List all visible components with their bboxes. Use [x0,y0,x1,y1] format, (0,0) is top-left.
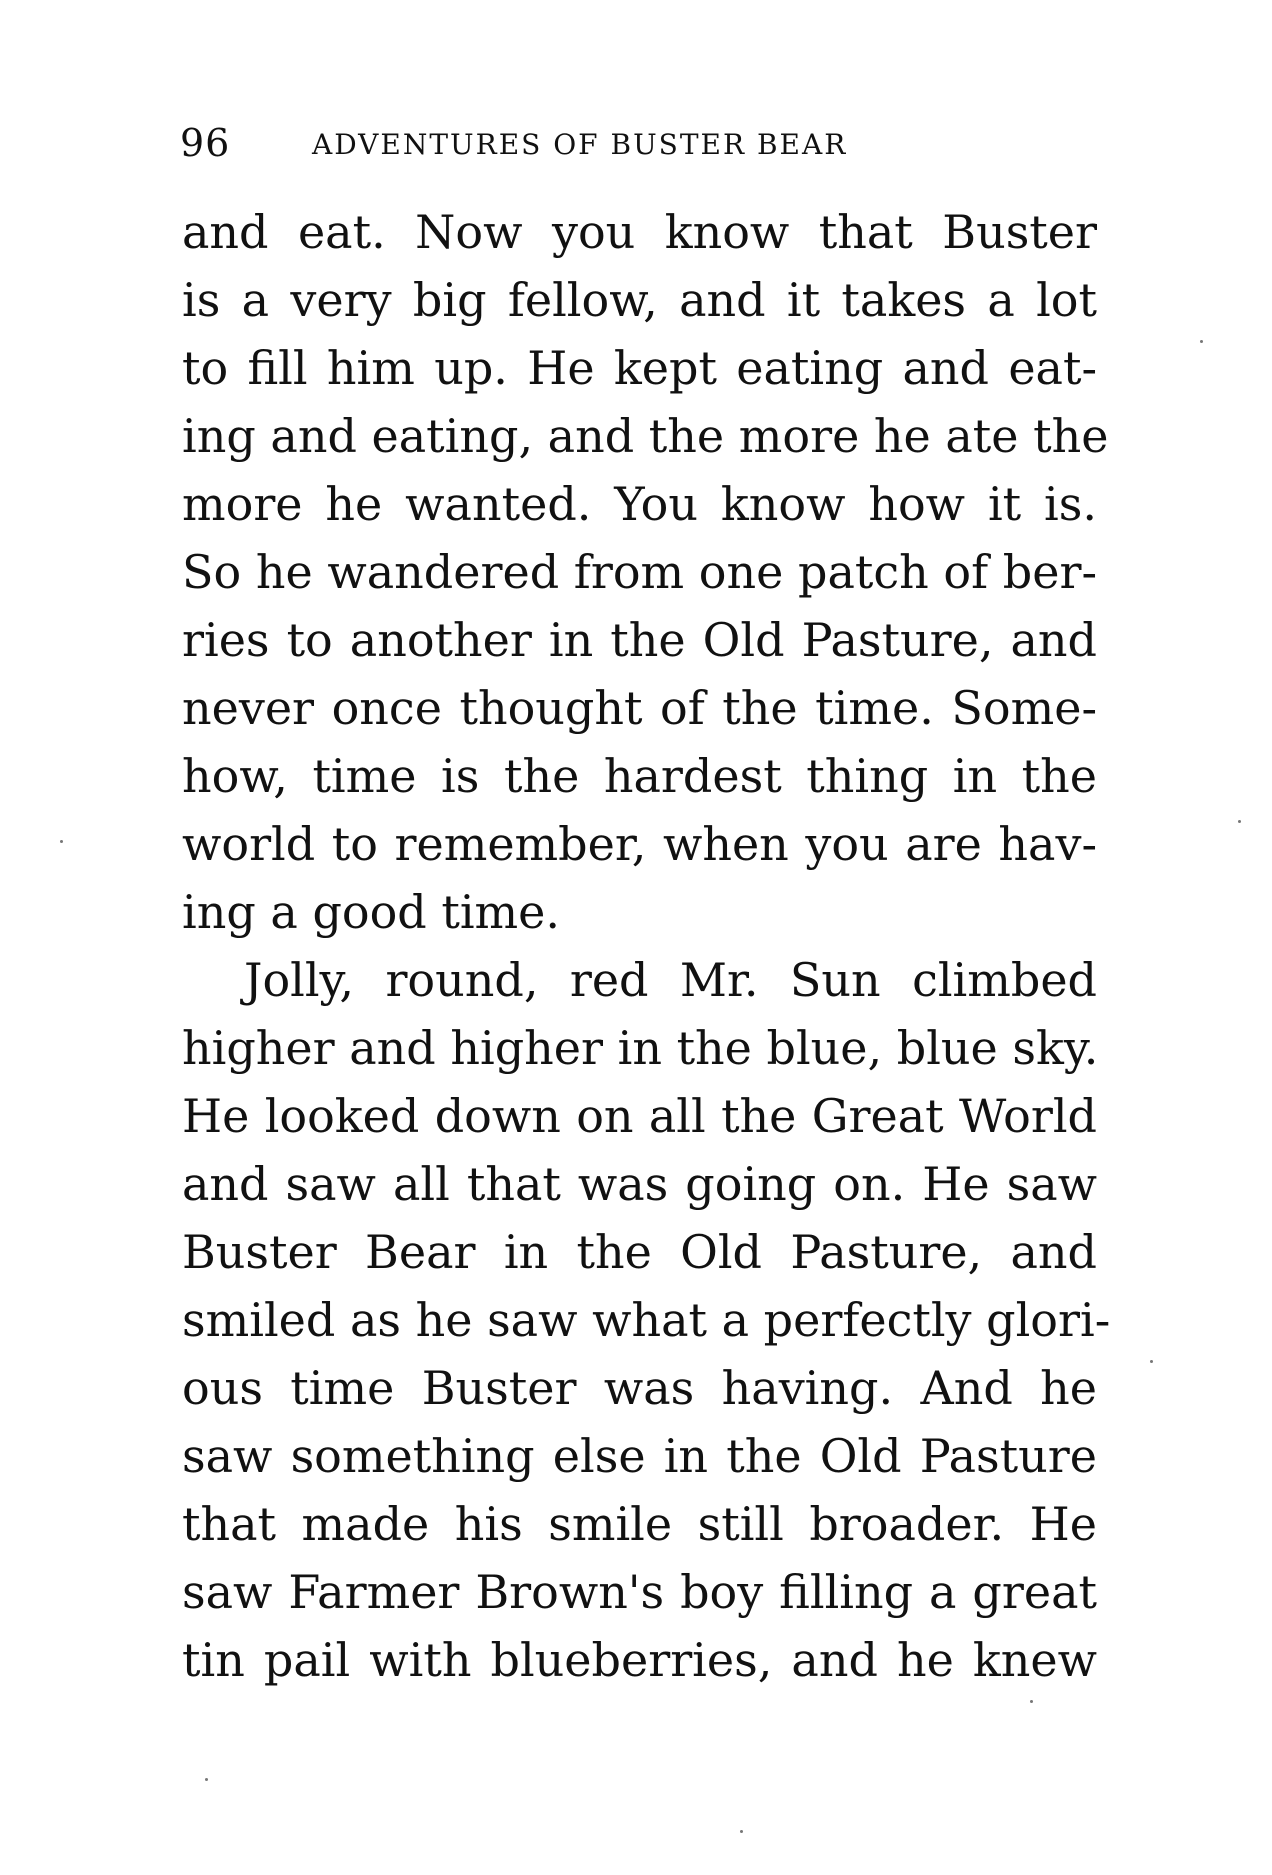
text-line: that made his smile still broader. He [182,1497,1097,1551]
text-line: how, time is the hardest thing in the [182,749,1097,803]
text-line: smiled as he saw what a perfectly glori- [182,1293,1111,1347]
text-line: ing and eating, and the more he ate the [182,409,1109,463]
paragraph-1 [182,198,1109,946]
text-line: tin pail with blueberries, and he knew [182,1633,1097,1687]
print-speck [740,1830,743,1833]
text-line: world to remember, when you are hav- [182,817,1097,871]
body-text [182,198,1111,1694]
text-line: never once thought of the time. Some- [182,681,1097,735]
text-line: Jolly, round, red Mr. Sun climbed [244,953,1097,1007]
running-head [180,118,1100,168]
text-line: is a very big fellow, and it takes a lot [182,273,1097,327]
print-speck [1150,1360,1153,1363]
text-line: and saw all that was going on. He saw [182,1157,1097,1211]
text-line: more he wanted. You know how it is. [182,477,1097,531]
running-title: ADVENTURES OF BUSTER BEAR [312,128,848,161]
print-speck [1200,340,1203,343]
page-number: 96 [180,121,231,165]
text-line: saw Farmer Brown's boy filling a great [182,1565,1097,1619]
text-line: So he wandered from one patch of ber- [182,545,1097,599]
text-line: Buster Bear in the Old Pasture, and [182,1225,1097,1279]
print-speck [60,840,63,843]
text-line: to fill him up. He kept eating and eat- [182,341,1097,395]
text-line: ing a good time. [182,885,561,939]
text-line: ries to another in the Old Pasture, and [182,613,1097,667]
text-line: saw something else in the Old Pasture [182,1429,1097,1483]
text-line: He looked down on all the Great World [182,1089,1097,1143]
print-speck [1238,820,1241,823]
print-speck [205,1778,208,1781]
text-line: ous time Buster was having. And he [182,1361,1097,1415]
print-speck [1030,1700,1033,1703]
paragraph-2 [182,946,1111,1694]
text-line: and eat. Now you know that Buster [182,205,1097,259]
text-line: higher and higher in the blue, blue sky. [182,1021,1099,1075]
